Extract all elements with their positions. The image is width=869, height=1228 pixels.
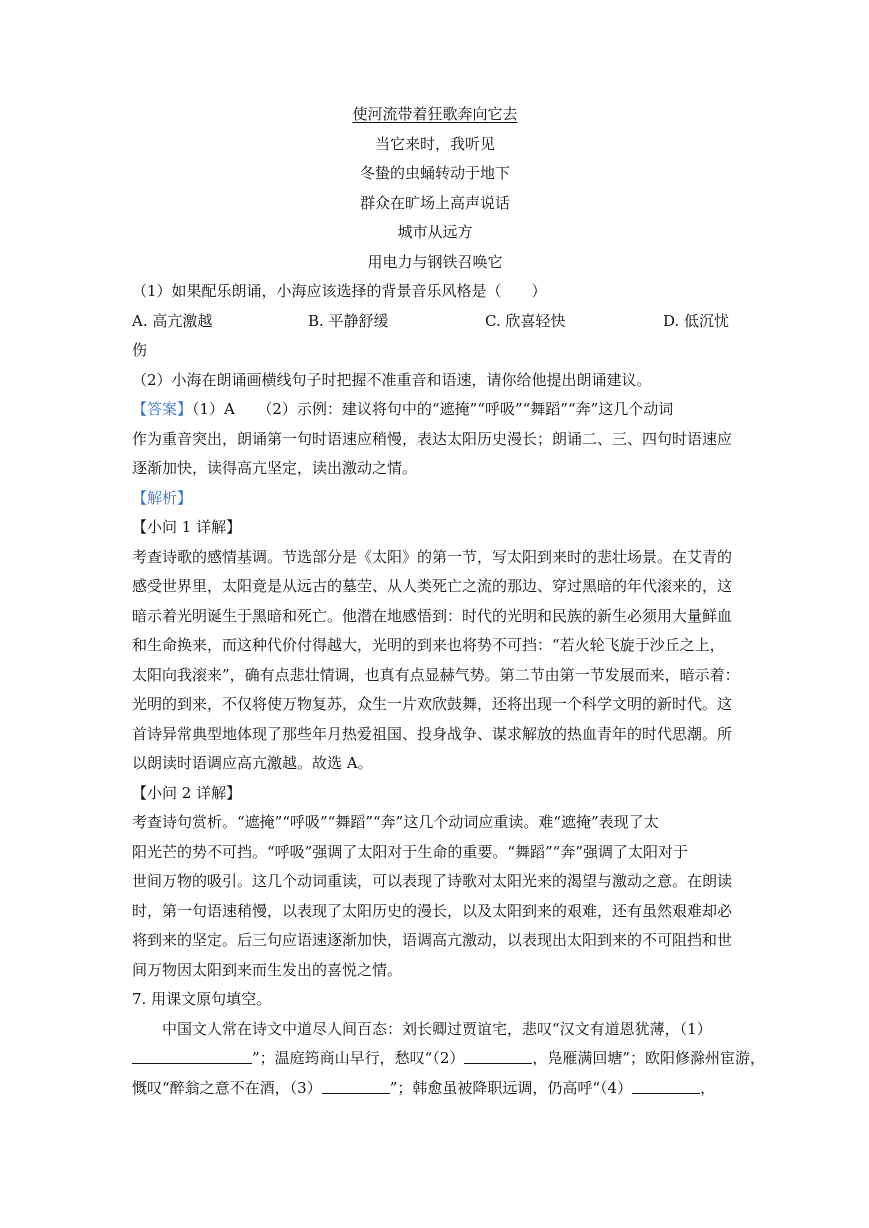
detail-1-line: 太阳向我滚来”，确有点悲壮情调，也真有点显赫气势。第二节由第一节发展而来，暗示着：	[132, 665, 740, 684]
detail-2-line: 将到来的坚定。后三句应语速逐渐加快，语调高亢激动，以表现出太阳到来的不可阻挡和世	[132, 931, 733, 949]
detail-1-line: 以朗读时语调应高亢激越。故选 A。	[132, 754, 373, 772]
detail-2-line: 世间万物的吸引。这几个动词重读，可以表现了诗歌对太阳光来的渴望与激动之意。在朗读	[132, 872, 733, 890]
poem-line: 用电力与钢铁召唤它	[367, 252, 503, 271]
question-7-text: ”；温庭筠商山早行，愁叹“（2）	[252, 1049, 465, 1067]
option-c: C. 欣喜轻快	[485, 311, 566, 330]
detail-1-heading: 【小问 1 详解】	[132, 518, 242, 536]
option-d: D. 低沉忧	[663, 311, 730, 330]
poem-line: 当它来时，我听见	[374, 134, 495, 153]
detail-2-line: 阳光芒的势不可挡。“呼吸”强调了太阳对于生命的重要。“舞蹈”“奔”强调了太阳对于	[132, 842, 689, 861]
question-7-text: ，凫雁满回塘”；欧阳修滁州宦游，	[532, 1049, 766, 1067]
poem-line: 群众在旷场上高声说话	[359, 193, 510, 212]
detail-2-heading: 【小问 2 详解】	[132, 783, 242, 802]
fill-blank-3[interactable]	[322, 1077, 390, 1094]
answer-label: 【答案】	[132, 400, 193, 418]
answer-line-3: 逐渐加快，读得高亢坚定，读出激动之情。	[132, 459, 418, 477]
question-7-text: ”；韩愈虽被降职远调，仍高呼“（4）	[389, 1078, 633, 1097]
question-2-prompt: （2）小海在朗诵画横线句子时把握不准重音和语速，请你给他提出朗诵建议。	[132, 370, 652, 389]
answer-text-1: （1）A （2）示例：建议将句中的“遮掩”“呼吸”“舞蹈”“奔”这几个动词	[192, 400, 674, 418]
detail-1-line: 首诗异常典型地体现了那些年月热爱祖国、投身战争、谋求解放的热血青年的时代思潮。所	[132, 724, 733, 743]
question-7-line-1: 中国文人常在诗文中道尽人间百态：刘长卿过贾谊宅，悲叹“汉文有道恩犹薄，（1）	[162, 1019, 712, 1038]
poem-title: 使河流带着狂歌奔向它去	[352, 105, 518, 123]
question-7-line-3	[132, 1074, 738, 1104]
detail-1-line: 感受世界里，太阳竟是从远古的墓茔、从人类死亡之流的那边、穿过黑暗的年代滚来的，这	[132, 577, 733, 595]
fill-blank-2[interactable]	[464, 1047, 532, 1064]
option-b: B. 平静舒缓	[308, 311, 389, 330]
detail-2-line: 间万物因太阳到来而生发出的喜悦之情。	[132, 960, 403, 979]
question-7-line-2	[132, 1044, 766, 1074]
question-1-prompt: （1）如果配乐朗诵，小海应该选择的背景音乐风格是（ ）	[132, 282, 547, 300]
detail-2-line: 时，第一句语速稍慢，以表现了太阳历史的漫长，以及太阳到来的艰难，还有虽然艰难却必	[132, 901, 733, 920]
poem-line: 城市从远方	[397, 223, 473, 241]
detail-1-line: 考查诗歌的感情基调。节选部分是《太阳》的第一节，写太阳到来时的悲壮场景。在艾青的	[132, 547, 733, 566]
question-7-text: 慨叹“醉翁之意不在酒，（3）	[132, 1078, 322, 1097]
detail-2-line: 考查诗句赏析。“遮掩”“呼吸”“舞蹈”“奔”这几个动词应重读。难“遮掩”表现了太	[132, 813, 659, 831]
option-a: A. 高亢激越	[132, 311, 213, 330]
detail-1-line: 和生命换来，而这种代价付得越大，光明的到来也将势不可挡：“若火轮飞旋于沙丘之上，	[132, 636, 725, 654]
answer-line-2: 作为重音突出，朗诵第一句时语速应稍慢，表达太阳历史漫长；朗诵二、三、四句时语速应	[132, 429, 733, 448]
question-7-heading: 7. 用课文原句填空。	[132, 990, 272, 1008]
question-7-text: ，	[700, 1078, 716, 1097]
answer-line-1	[132, 395, 738, 425]
question-1-options	[132, 307, 738, 337]
document-page	[132, 100, 766, 1103]
poem-line: 冬蛰的虫蛹转动于地下	[359, 164, 510, 182]
analysis-label: 【解析】	[132, 488, 193, 507]
fill-blank-4[interactable]	[632, 1077, 700, 1094]
detail-1-line: 暗示着光明诞生于黑暗和死亡。他潜在地感悟到：时代的光明和民族的新生必须用大量鲜血	[132, 606, 733, 625]
detail-1-line: 光明的到来，不仅将使万物复苏，众生一片欢欣鼓舞，还将出现一个科学文明的新时代。这	[132, 695, 733, 713]
option-d-overflow: 伤	[132, 341, 148, 359]
fill-blank-1[interactable]	[132, 1047, 252, 1064]
